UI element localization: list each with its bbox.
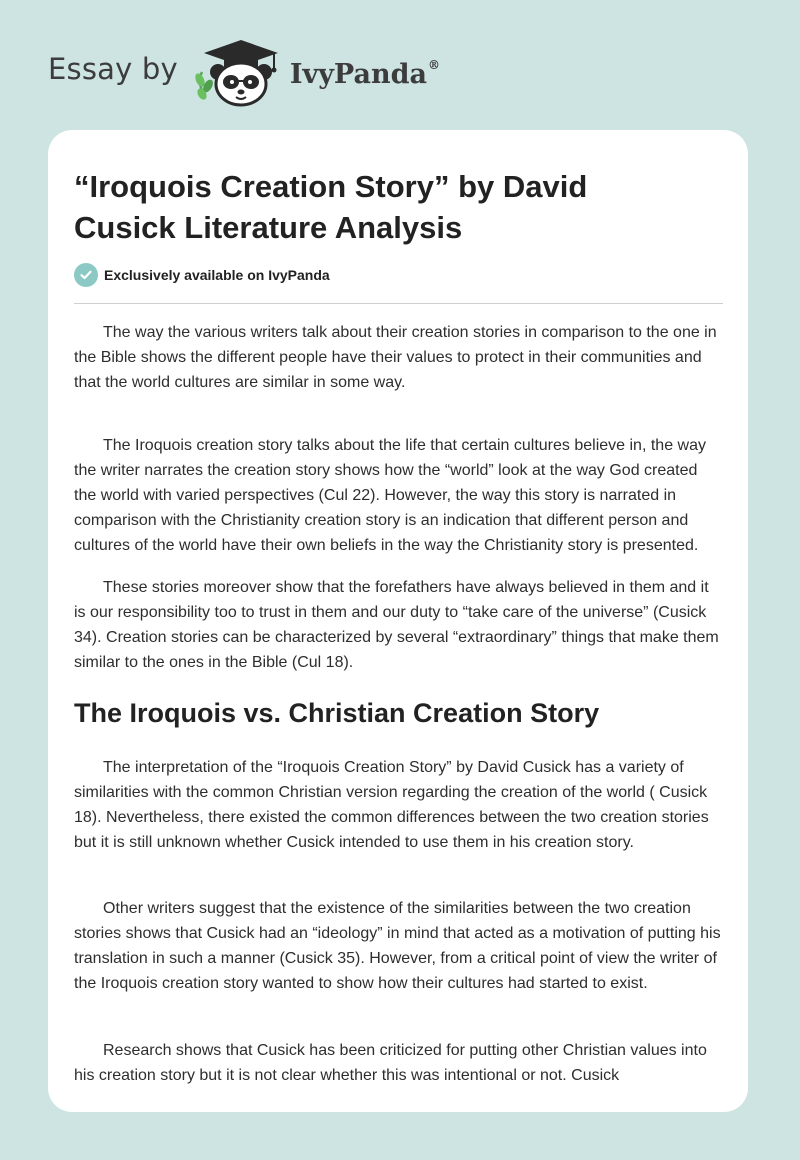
paragraph [74, 896, 724, 996]
brand-name[interactable]: IvyPanda® [289, 57, 440, 90]
check-circle-icon [74, 263, 98, 287]
paragraph [74, 575, 724, 675]
article-title: “Iroquois Creation Story” by David Cusick Literature Analysis [74, 169, 588, 245]
paragraph [74, 433, 724, 558]
paragraph-text: Research shows that Cusick has been criticized for putting other Christian values into his creation story but it is not clear whether this was intentional or not. Cusick [74, 1042, 707, 1084]
paragraph-text: The Iroquois creation story talks about the life that certain cultures believe in, the way the writer narrates the creation story shows how the “world” look at the way God created the world with varied perspectives (Cul 22). However, the way this story is narrated in comparison with the Christianity creation story is an indication that different person and cultures of the world have their own beliefs in the way the Christianity story is presented. [74, 437, 706, 554]
exclusive-label: Exclusively available on IvyPanda [104, 267, 330, 283]
paragraph [74, 1038, 724, 1088]
panda-graduate-icon [194, 36, 284, 108]
paragraph-text: These stories moreover show that the forefathers have always believed in them and it is our responsibility too to trust in them and our duty to “take care of the universe” (Cusick 34). Creation stories can be characterized by several “extraordinary” things that make them similar to the ones in the Bible (Cul 18). [74, 579, 719, 671]
paragraph-text: The way the various writers talk about their creation stories in comparison to the one in the Bible shows the different people have their values to protect in their communities and that the world cultures are similar in some way. [74, 324, 717, 391]
section-heading: The Iroquois vs. Christian Creation Story [74, 698, 600, 728]
paragraph-text: The interpretation of the “Iroquois Creation Story” by David Cusick has a variety of similarities with the common Christian version regarding the creation of the world ( Cusick 18). Nevertheless, there existed the common differences between the two creation stories but it is still unknown whether Cusick intended to use them in his creation story. [74, 759, 709, 851]
site-header [48, 36, 440, 108]
article-card [48, 130, 748, 1112]
exclusive-badge [74, 263, 330, 287]
paragraph [74, 755, 724, 855]
paragraph-text: Other writers suggest that the existence of the similarities between the two creation stories shows that Cusick had an “ideology” in mind that acted as a motivation of putting his translation in such a manner (Cusick 35). However, from a critical point of view the writer of the Iroquois creation story wanted to show how their cultures had started to exist. [74, 900, 721, 992]
paragraph [74, 320, 724, 395]
essay-by-label: Essay by [48, 52, 178, 86]
title-divider [74, 303, 723, 304]
